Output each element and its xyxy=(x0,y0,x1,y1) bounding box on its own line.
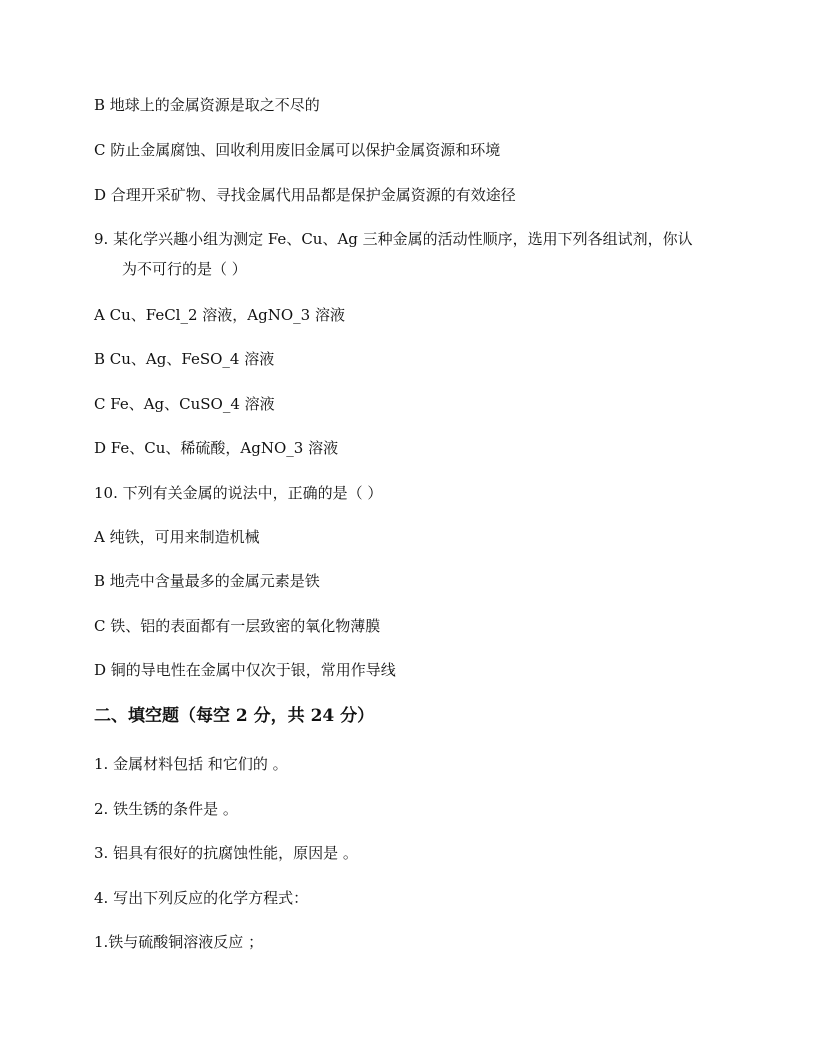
fill-question-1: 1. 金属材料包括 和它们的 。 xyxy=(94,755,288,773)
option-8b: B 地球上的金属资源是取之不尽的 xyxy=(94,96,320,114)
option-8d: D 合理开采矿物、寻找金属代用品都是保护金属资源的有效途径 xyxy=(94,186,516,204)
question-10-stem: 10. 下列有关金属的说法中，正确的是（ ） xyxy=(94,484,383,502)
option-8c: C 防止金属腐蚀、回收利用废旧金属可以保护金属资源和环境 xyxy=(94,141,501,159)
option-9d: D Fe、Cu、稀硫酸，AgNO_3 溶液 xyxy=(94,439,339,457)
fill-question-4-sub-1: 1.铁与硫酸铜溶液反应 ； xyxy=(94,933,264,951)
option-9c: C Fe、Ag、CuSO_4 溶液 xyxy=(94,395,275,413)
option-10c: C 铁、铝的表面都有一层致密的氧化物薄膜 xyxy=(94,617,381,635)
option-9a: A Cu、FeCl_2 溶液，AgNO_3 溶液 xyxy=(94,306,345,324)
fill-question-2: 2. 铁生锈的条件是 。 xyxy=(94,800,238,818)
fill-question-3: 3. 铝具有很好的抗腐蚀性能，原因是 。 xyxy=(94,844,358,862)
option-10b: B 地壳中含量最多的金属元素是铁 xyxy=(94,572,320,590)
fill-question-4: 4. 写出下列反应的化学方程式： xyxy=(94,889,309,907)
option-10d: D 铜的导电性在金属中仅次于银，常用作导线 xyxy=(94,661,396,679)
option-10a: A 纯铁，可用来制造机械 xyxy=(94,528,260,546)
option-9b: B Cu、Ag、FeSO_4 溶液 xyxy=(94,350,275,368)
question-9-stem-continued: 为不可行的是（ ） xyxy=(122,260,247,278)
section-heading-fill-in: 二、填空题（每空 2 分，共 24 分） xyxy=(94,706,375,726)
question-9-stem: 9. 某化学兴趣小组为测定 Fe、Cu、Ag 三种金属的活动性顺序，选用下列各组试剂，你认 xyxy=(94,230,693,248)
